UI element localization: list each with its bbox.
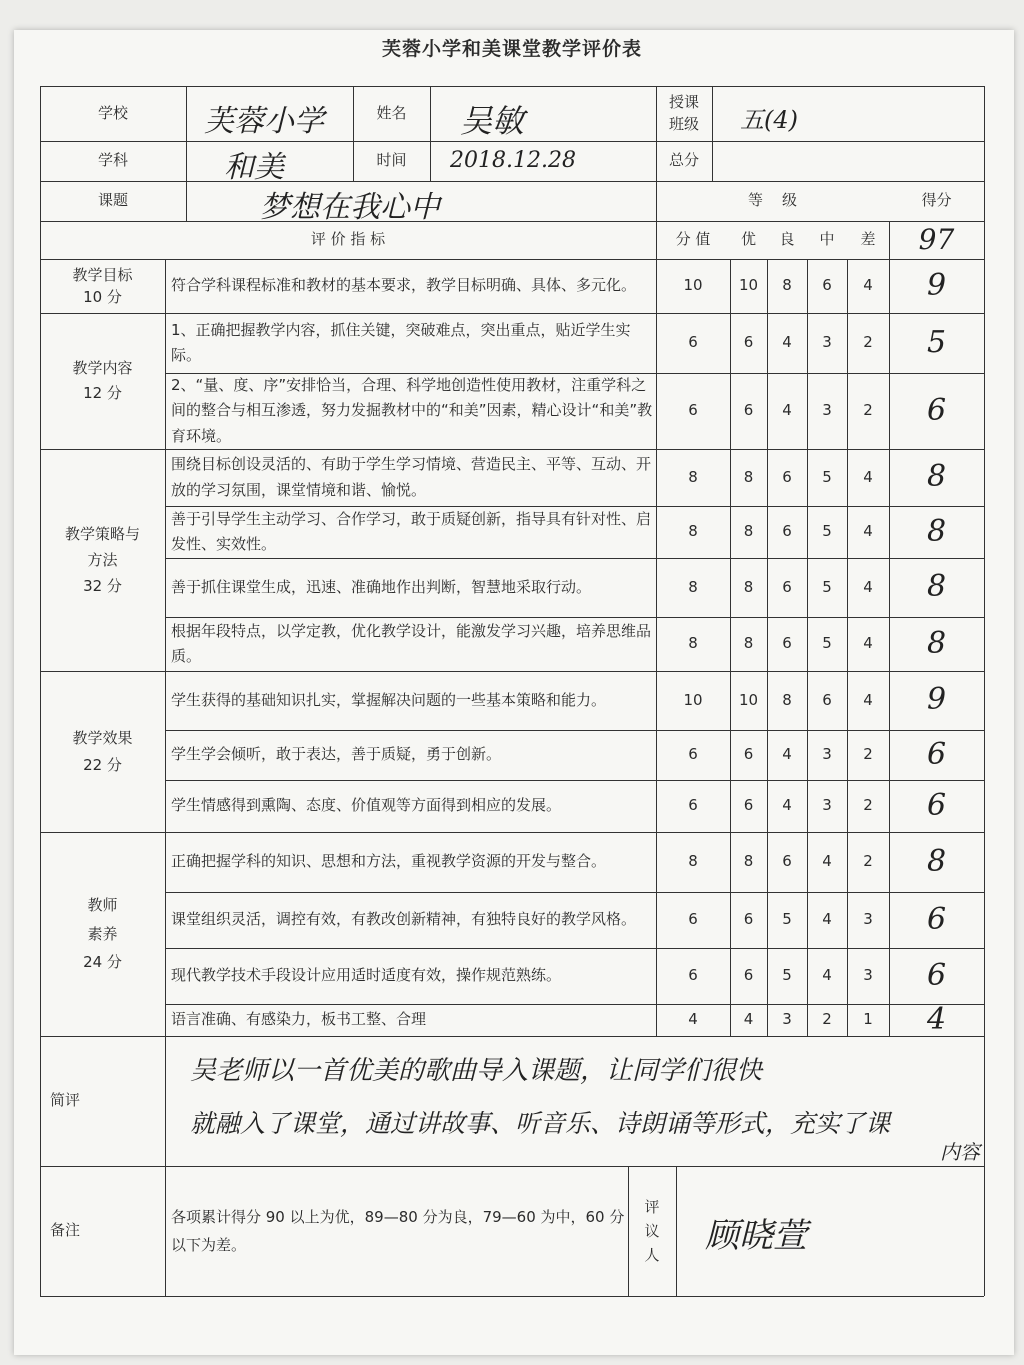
score-value: 8 (926, 625, 947, 661)
excellent-value: 6 (743, 745, 754, 764)
criterion-text: 1、正确把握教学内容，抓住关键，突破难点，突出重点，贴近学生实际。 (171, 320, 631, 364)
score-value: 9 (926, 682, 947, 718)
points-value: 6 (688, 796, 698, 815)
good-value: 5 (782, 910, 792, 929)
topic-value: 梦想在我心中 (260, 190, 440, 225)
total-label: 总分 (668, 151, 699, 170)
category-effect: 教学效果 22 分 (72, 729, 133, 774)
review-line-1: 吴老师以一首优美的歌曲导入课题，让同学们很快 (190, 1056, 763, 1086)
score-value: 9 (926, 267, 947, 303)
excellent-label: 优 (740, 230, 756, 249)
points-value: 10 (683, 276, 703, 295)
medium-label: 中 (819, 230, 835, 249)
criterion-text: 学生获得的基础知识扎实，掌握解决问题的一些基本策略和能力。 (171, 690, 607, 709)
medium-value: 3 (822, 796, 832, 815)
medium-value: 2 (822, 1010, 832, 1029)
grade-label: 等 级 (747, 191, 798, 210)
score-value: 8 (926, 513, 947, 549)
school-value: 芙蓉小学 (204, 104, 324, 139)
good-value: 4 (782, 796, 792, 815)
score-value: 5 (926, 324, 947, 360)
medium-value: 4 (822, 966, 832, 985)
good-value: 4 (782, 745, 792, 764)
medium-value: 4 (822, 910, 832, 929)
criterion-text: 语言准确、有感染力，板书工整、合理 (171, 1010, 427, 1029)
category-goals: 教学目标 10 分 (72, 265, 133, 306)
poor-value: 4 (863, 276, 873, 295)
poor-value: 4 (863, 577, 873, 596)
points-value: 6 (688, 745, 698, 764)
excellent-value: 10 (738, 276, 759, 295)
score-value: 6 (926, 736, 947, 772)
excellent-value: 10 (738, 690, 759, 709)
eval-criteria-label: 评 价 指 标 (310, 230, 386, 249)
good-value: 4 (782, 401, 792, 420)
topic-label: 课题 (97, 191, 128, 210)
poor-value: 1 (863, 1010, 873, 1029)
excellent-value: 8 (743, 467, 754, 486)
score-value: 6 (926, 957, 947, 993)
category-teacher: 教师 素养 24 分 (83, 896, 122, 972)
criterion-text: 善于引导学生主动学习、合作学习，敢于质疑创新，指导具有针对性、启发性、实效性。 (171, 509, 652, 553)
score-value: 6 (926, 787, 947, 823)
class-label: 授课 班级 (668, 92, 699, 133)
score-value: 8 (926, 843, 947, 879)
remarks-label: 备注 (50, 1221, 81, 1240)
poor-value: 2 (863, 852, 873, 871)
reviewer-signature: 顾晓萱 (705, 1216, 807, 1256)
excellent-value: 4 (743, 1010, 754, 1029)
criterion-text: 学生情感得到熏陶、态度、价值观等方面得到相应的发展。 (171, 796, 562, 815)
points-value: 8 (688, 577, 698, 596)
poor-value: 4 (863, 690, 873, 709)
subject-label: 学科 (97, 151, 128, 170)
points-value: 4 (688, 1010, 698, 1029)
good-label: 良 (779, 230, 795, 249)
poor-value: 2 (863, 401, 873, 420)
medium-value: 6 (822, 276, 832, 295)
poor-value: 2 (863, 796, 873, 815)
form-title: 芙蓉小学和美课堂教学评价表 (381, 38, 642, 60)
poor-value: 4 (863, 467, 873, 486)
points-value: 6 (688, 910, 698, 929)
points-value: 10 (683, 690, 703, 709)
overall-score: 97 (918, 223, 955, 257)
subject-value: 和美 (224, 150, 284, 185)
good-value: 4 (782, 333, 792, 352)
medium-value: 3 (822, 745, 832, 764)
category-strategy: 教学策略与 方法 32 分 (64, 524, 140, 596)
medium-value: 5 (822, 522, 832, 541)
poor-value: 3 (863, 910, 873, 929)
points-value: 8 (688, 852, 698, 871)
score-value: 6 (926, 901, 947, 937)
medium-value: 5 (822, 467, 832, 486)
evaluation-table (40, 86, 984, 1296)
good-value: 6 (782, 467, 792, 486)
category-content: 教学内容 12 分 (72, 358, 133, 402)
excellent-value: 8 (743, 522, 754, 541)
good-value: 8 (782, 690, 792, 709)
score-value: 8 (926, 459, 947, 495)
good-value: 6 (782, 852, 792, 871)
poor-value: 2 (863, 745, 873, 764)
excellent-value: 6 (743, 333, 754, 352)
score-value: 8 (926, 569, 947, 605)
good-value: 6 (782, 634, 792, 653)
medium-value: 3 (822, 333, 832, 352)
poor-value: 3 (863, 966, 873, 985)
poor-value: 2 (863, 333, 873, 352)
school-label: 学校 (97, 103, 128, 122)
poor-value: 4 (863, 634, 873, 653)
criterion-text: 根据年段特点，以学定教，优化教学设计，能激发学习兴趣，培养思维品质。 (171, 621, 652, 665)
medium-value: 6 (822, 690, 832, 709)
good-value: 6 (782, 577, 792, 596)
review-line-3: 内容 (940, 1140, 980, 1164)
medium-value: 5 (822, 577, 832, 596)
criterion-text: 学生学会倾听，敢于表达，善于质疑，勇于创新。 (171, 745, 502, 764)
criterion-text: 符合学科课程标准和教材的基本要求，教学目标明确、具体、多元化。 (171, 276, 637, 295)
points-value: 8 (688, 522, 698, 541)
review-label: 简评 (50, 1091, 81, 1110)
criterion-text: 善于抓住课堂生成，迅速、准确地作出判断，智慧地采取行动。 (171, 577, 592, 596)
score-value: 6 (926, 392, 947, 428)
score-value: 4 (926, 1001, 947, 1037)
poor-value: 4 (863, 522, 873, 541)
good-value: 8 (782, 276, 792, 295)
criterion-text: 2、“量、度、序”安排恰当，合理、科学地创造性使用教材，注重学科之间的整合与相互渗透，努力发掘教材中的“和美”因素，精心设计“和美”教育环境。 (171, 375, 653, 445)
excellent-value: 8 (743, 852, 754, 871)
points-label: 分 值 (675, 230, 711, 249)
excellent-value: 8 (743, 634, 754, 653)
points-value: 6 (688, 333, 698, 352)
total-value (712, 141, 984, 181)
criterion-text: 正确把握学科的知识、思想和方法，重视教学资源的开发与整合。 (171, 852, 607, 871)
name-value: 吴敏 (460, 102, 525, 140)
medium-value: 3 (822, 401, 832, 420)
excellent-value: 6 (743, 796, 754, 815)
points-value: 6 (688, 401, 698, 420)
review-line-2: 就融入了课堂，通过讲故事、听音乐、诗朗诵等形式，充实了课 (190, 1109, 891, 1138)
reviewer-label: 评 议 人 (644, 1198, 660, 1264)
excellent-value: 6 (743, 910, 754, 929)
remarks-text: 各项累计得分 90 以上为优，89—80 分为良，79—60 为中，60 分以下为差。 (171, 1207, 625, 1254)
criterion-text: 现代教学技术手段设计应用适时适度有效，操作规范熟练。 (171, 966, 562, 985)
points-value: 8 (688, 467, 698, 486)
medium-value: 4 (822, 852, 832, 871)
excellent-value: 8 (743, 577, 754, 596)
excellent-value: 6 (743, 966, 754, 985)
score-label: 得分 (921, 191, 952, 210)
time-label: 时间 (376, 151, 407, 170)
excellent-value: 6 (743, 401, 754, 420)
poor-label: 差 (860, 230, 876, 249)
criterion-text: 围绕目标创设灵活的、有助于学生学习情境、营造民主、平等、互动、开放的学习氛围，课堂情境和谐、愉悦。 (171, 455, 652, 499)
good-value: 5 (782, 966, 792, 985)
points-value: 8 (688, 634, 698, 653)
name-label: 姓名 (376, 103, 407, 122)
class-value: 五(4) (740, 106, 798, 134)
good-value: 6 (782, 522, 792, 541)
criterion-text: 课堂组织灵活，调控有效，有教改创新精神，有独特良好的教学风格。 (171, 910, 637, 929)
time-value: 2018.12.28 (450, 148, 576, 173)
good-value: 3 (782, 1010, 792, 1029)
points-value: 6 (688, 966, 698, 985)
medium-value: 5 (822, 634, 832, 653)
